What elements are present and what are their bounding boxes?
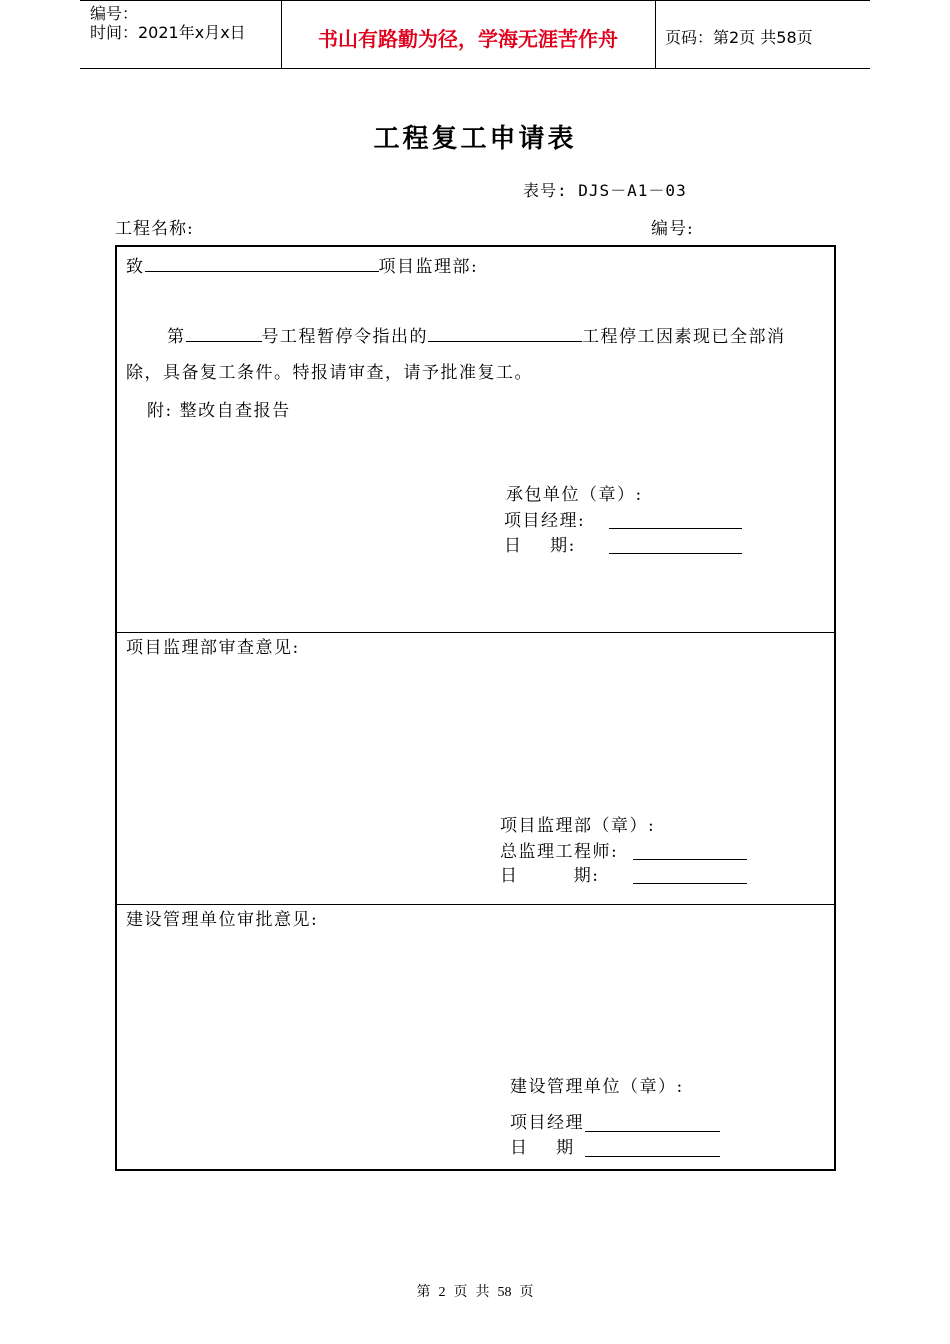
- order-number-blank[interactable]: [186, 324, 262, 342]
- form-number: 表号: DJS－A1－03: [523, 181, 687, 200]
- supervision-date-label: 日 期:: [500, 866, 600, 886]
- addressee-line: [126, 254, 478, 278]
- supervision-review-heading: 项目监理部审查意见:: [126, 638, 300, 658]
- contractor-seal-label: 承包单位（章）:: [506, 485, 643, 505]
- supervision-seal-label: 项目监理部（章）:: [500, 816, 656, 836]
- supervision-date-blank[interactable]: [633, 883, 747, 884]
- body-line-1: [167, 324, 786, 348]
- header-number-label: 编号：: [90, 4, 139, 23]
- application-form: [115, 245, 836, 1171]
- addressee-suffix: 项目监理部:: [378, 257, 479, 277]
- stop-scope-blank[interactable]: [428, 324, 582, 342]
- owner-date-blank[interactable]: [585, 1156, 720, 1157]
- contractor-manager-label: 项目经理:: [504, 511, 586, 531]
- document-number-label: 编号:: [651, 219, 694, 239]
- header-top-rule: [80, 0, 870, 1]
- footer-total-pages: 58: [497, 1285, 512, 1300]
- body-line-2: 除，具备复工条件。特报请审查，请予批准复工。: [126, 363, 533, 383]
- addressee-prefix: 致: [126, 257, 145, 277]
- footer-word-1: 第: [416, 1284, 431, 1300]
- document-title: 工程复工申请表: [373, 124, 577, 154]
- owner-approval-heading: 建设管理单位审批意见:: [126, 910, 319, 930]
- footer-word-2: 页: [453, 1284, 468, 1300]
- owner-manager-label: 项目经理: [510, 1113, 584, 1133]
- body-suffix: 工程停工因素现已全部消: [582, 327, 786, 347]
- contractor-manager-blank[interactable]: [609, 528, 742, 529]
- header-page-info: 页码：第2页 共58页: [665, 28, 813, 47]
- project-name-label: 工程名称:: [115, 219, 194, 239]
- chief-engineer-blank[interactable]: [633, 859, 747, 860]
- contractor-date-blank[interactable]: [609, 553, 742, 554]
- chief-engineer-label: 总监理工程师:: [500, 842, 619, 862]
- header-motto: 书山有路勤为径，学海无涯苦作舟: [318, 27, 618, 51]
- attachment-line: 附: 整改自查报告: [147, 401, 291, 421]
- page-footer: [0, 1281, 950, 1301]
- header-time-label: 时间：2021年x月x日: [90, 23, 246, 42]
- contractor-date-label: 日 期:: [504, 536, 576, 556]
- body-middle: 号工程暂停令指出的: [261, 327, 428, 347]
- owner-date-label: 日 期: [510, 1138, 575, 1158]
- section-divider-2: [117, 904, 834, 905]
- footer-page-number: 2: [438, 1285, 446, 1300]
- owner-manager-blank[interactable]: [585, 1131, 720, 1132]
- footer-word-3: 共: [475, 1284, 490, 1300]
- footer-word-4: 页: [519, 1284, 534, 1300]
- header-separator-right: [655, 0, 656, 68]
- body-prefix: 第: [167, 327, 186, 347]
- addressee-blank[interactable]: [145, 254, 379, 272]
- section-divider-1: [117, 632, 834, 633]
- owner-seal-label: 建设管理单位（章）:: [510, 1077, 684, 1097]
- header-bottom-rule: [80, 68, 870, 69]
